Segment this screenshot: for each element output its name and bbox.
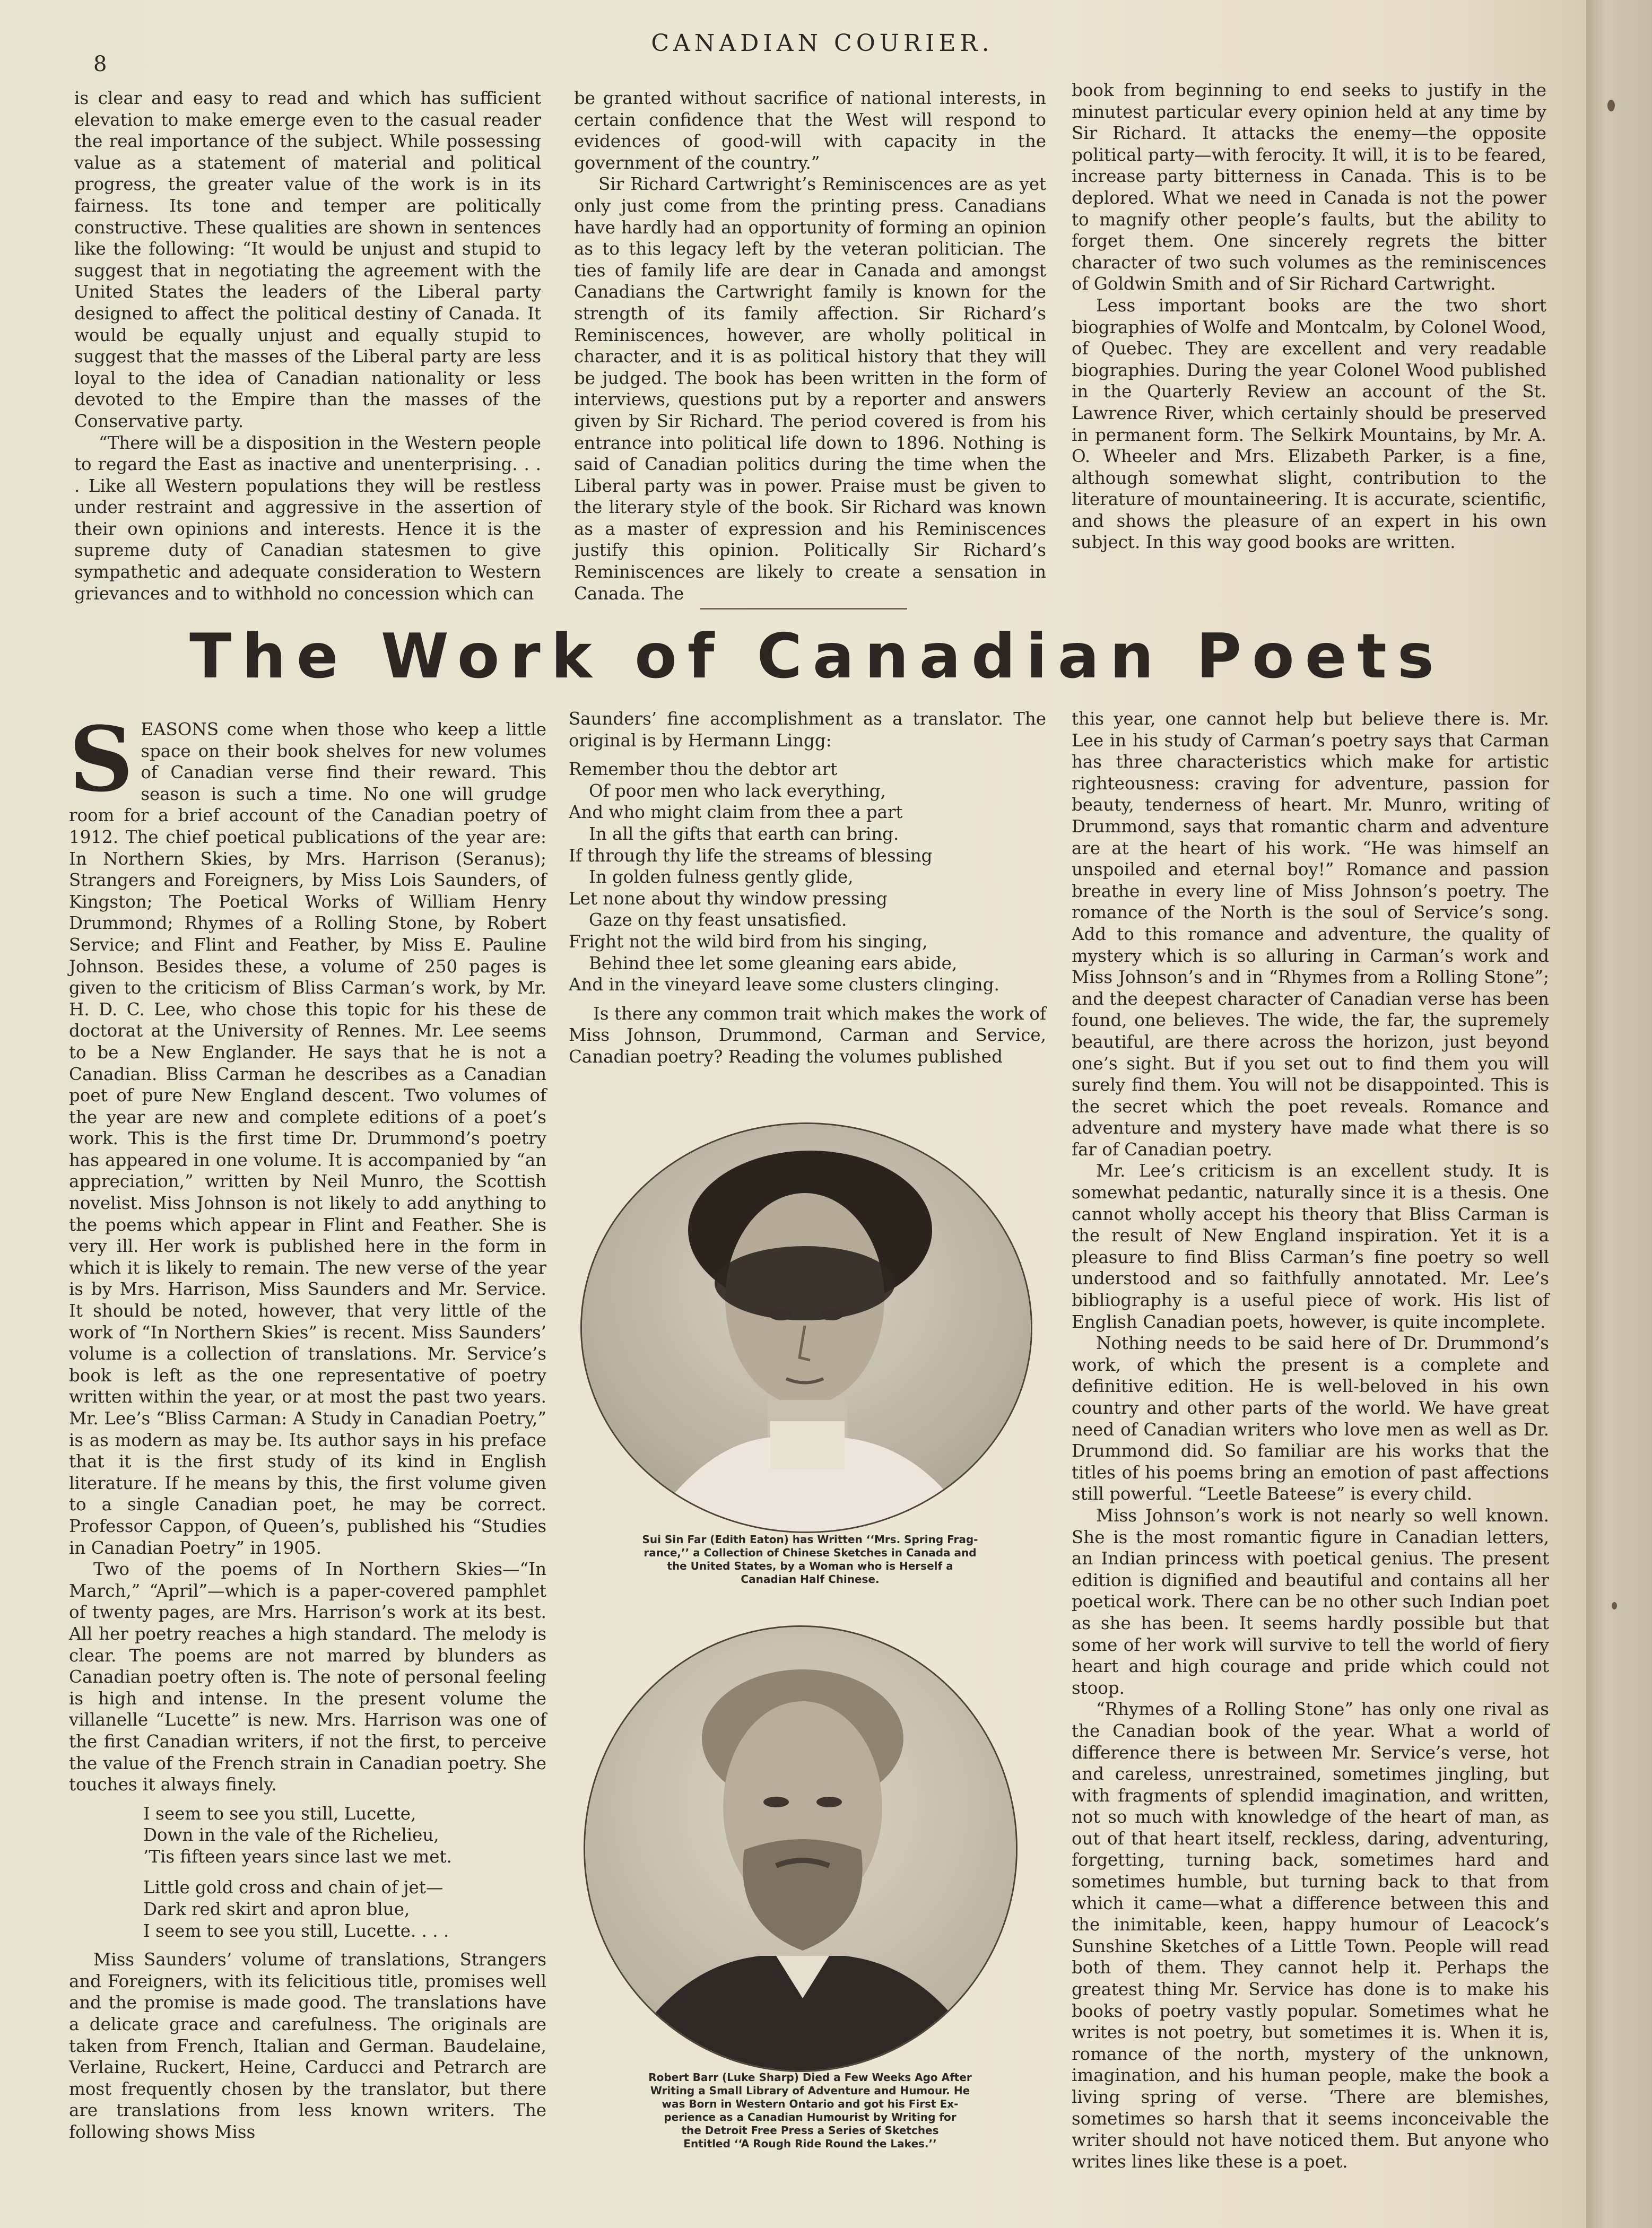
paragraph: Is there any common trait which makes the work of Miss Johnson, Drummond, Carman and Service, Canadian poetry? Reading the volumes published <box>569 1003 1046 1067</box>
section-divider <box>700 608 907 610</box>
paragraph: this year, one cannot help but believe there is. Mr. Lee in his study of Carman’s poetry says that Carman has three characteristics which make for artistic righteousness: craving for adventure, passion for beauty, tenderness of heart. Mr. Munro, writing of Drummond, says that romantic charm and adventure are at the heart of his work. “He was himself an unspoiled and eternal boy!” Romance and passion breathe in every line of Miss Johnson’s poetry. The romance of the North is the soul of Service’s song. Add to this romance and adventure, the quality of mystery which is so alluring in Carman’s work and Miss Johnson’s and in “Rhymes from a Rolling Stone”; and the deepest character of Canadian verse has been found, one believes. The wide, the far, the supremely beautiful, are there across the horizon, just beyond one’s sight. But if you set out to find them you will surely find them. You will not be disappointed. This is the secret which the poet reveals. Romance and adventure and mystery have made what there is so far of Canadian poetry. <box>1072 709 1549 1160</box>
poem-line: Down in the vale of the Richelieu, <box>143 1825 439 1846</box>
poem-line: Behind thee let some gleaning ears abide, <box>589 953 958 973</box>
paragraph: Two of the poems of In Northern Skies—“In March,” “April”—which is a paper-covered pamphlet of twenty pages, are Mrs. Harrison’s work at its best. All her poetry reaches a high standard. The melody is clear. The poems are not marred by blunders as Canadian poetry often is. The note of personal feeling is high and intense. In the present volume the villanelle “Lucette” is new. Mrs. Harrison was one of the first Canadian writers, if not the first, to perceive the value of the French strain in Canadian poetry. She touches it always finely. <box>69 1559 546 1795</box>
caption-line: was Born in Western Ontario and got his First Ex- <box>662 2098 959 2110</box>
opening-paragraph <box>69 707 546 1559</box>
portrait-caption-2 <box>574 2071 1046 2151</box>
portrait-photo-sui-sin-far <box>580 1122 1032 1533</box>
top-column-3 <box>1072 80 1546 553</box>
paragraph: “Rhymes of a Rolling Stone” has only one rival as the Canadian book of the year. What a world of difference there is between Mr. Service’s verse, hot and careless, unrestrained, sometimes jingling, but with fragments of splendid imagination, and written, not so much with knowledge of the heart of man, as out of that heart itself, reckless, daring, adventuring, forgetting, turning back, sometimes hard and sometimes humble, but turning back to that from which it came—what a difference between this and the inimitable, keen, happy humour of Leacock’s Sunshine Sketches of a Little Town. People will read both of them. They cannot help it. Perhaps the greatest thing Mr. Service has done is to make his books of poetry vastly popular. Sometimes what he writes is not poetry, but sometimes it is. When it is, romance of the north, mystery of the unknown, imagination, and his human people, make the book a living spring of verse. ‘There are blemishes, sometimes so harsh that it seems inconceivable the writer should not have noticed them. But anyone who writes lines like these is a poet. <box>1072 1699 1549 2172</box>
running-header: CANADIAN COURIER. <box>651 30 994 57</box>
poem-line: In all the gifts that earth can bring. <box>589 823 899 844</box>
article-column-1 <box>69 707 546 2143</box>
caption-line: Writing a Small Library of Adventure and Humour. He <box>650 2084 970 2097</box>
portrait-photo-robert-barr <box>584 1625 1018 2072</box>
caption-line: rance,’’ a Collection of Chinese Sketches in Canada and <box>644 1546 977 1559</box>
poem-line: Gaze on thy feast unsatisfied. <box>589 910 847 930</box>
paragraph: Miss Saunders’ volume of translations, Strangers and Foreigners, with its felicitious title, promises well and the promise is made good. The translations have a delicate grace and carefulness. The originals are taken from French, Italian and German. Baudelaine, Verlaine, Ruckert, Heine, Carducci and Petrarch are most frequently chosen by the translator, but there are translations from less known writers. The following shows Miss <box>69 1949 546 2142</box>
poem-line: Let none about thy window pressing <box>569 888 888 909</box>
poem-line: ’Tis fifteen years since last we met. <box>143 1846 452 1867</box>
top-column-1 <box>74 88 541 604</box>
article-column-2 <box>569 708 1046 1068</box>
caption-line: Canadian Half Chinese. <box>741 1573 880 1586</box>
top-column-2 <box>574 88 1046 604</box>
paragraph: book from beginning to end seeks to justify in the minutest particular every opinion held at any time by Sir Richard. It attacks the enemy—the opposite political party—with ferocity. It will, it is to be feared, increase party bitterness in Canada. This is to be deplored. What we need in Canada is not the power to magnify other people’s faults, but the ability to forget them. One sincerely regrets the bitter character of two such volumes as the reminiscences of Goldwin Smith and of Sir Richard Cartwright. <box>1072 80 1546 294</box>
paragraph: be granted without sacrifice of national interests, in certain confidence that the West will respond to evidences of good-will with capacity in the government of the country.” <box>574 88 1046 173</box>
poem-line: And in the vineyard leave some clusters clinging. <box>569 974 999 995</box>
paragraph: Less important books are the two short biographies of Wolfe and Montcalm, by Colonel Wood, of Quebec. They are excellent and very readable biographies. During the year Colonel Wood published in the Quarterly Review an account of the St. Lawrence River, which certainly should be preserved in permanent form. The Selkirk Mountains, by Mr. A. O. Wheeler and Mrs. Elizabeth Parker, is a fine, although somewhat slight, contribution to the literature of mountaineering. It is accurate, scientific, and shows the pleasure of an expert in his own subject. In this way good books are written. <box>1072 295 1546 553</box>
page-edge <box>1586 0 1652 2228</box>
poem-line: Of poor men who lack everything, <box>589 780 886 801</box>
portrait-caption-1 <box>574 1533 1046 1586</box>
poem-lucette <box>143 1803 546 1942</box>
article-title: The Work of Canadian Poets <box>189 621 1445 692</box>
paragraph: Saunders’ fine accomplishment as a translator. The original is by Hermann Lingg: <box>569 709 1046 751</box>
paragraph: is clear and easy to read and which has sufficient elevation to make emerge even to the casual reader the real importance of the subject. While possessing value as a statement of material and political progress, the greater value of the work is in its fairness. Its tone and temper are politically constructive. These qualities are shown in sentences like the following: “It would be unjust and stupid to suggest that in negotiating the agreement with the United States the leaders of the Liberal party designed to affect the political destiny of Canada. It would be equally unjust and equally stupid to suggest that the masses of the Liberal party are less loyal to the idea of Canadian nationality or less devoted to the Empire than the masses of the Conservative party. <box>74 88 541 431</box>
poem-line: I seem to see you still, Lucette. . . . <box>143 1920 449 1941</box>
caption-line: perience as a Canadian Humourist by Writing for <box>664 2111 957 2123</box>
poem-line: Fright not the wild bird from his singing, <box>569 931 928 952</box>
article-column-3 <box>1072 708 1549 2172</box>
paragraph: Miss Johnson’s work is not nearly so well known. She is the most romantic figure in Canadian letters, an Indian princess with poetical genius. The present edition is dignified and beautiful and contains all her poetical work. There can be no other such Indian poet as she has been. It seems hardly possible but that some of her work will survive to tell the world of fiery heart and high courage and pride which could not stoop. <box>1072 1505 1549 1698</box>
paragraph: Sir Richard Cartwright’s Reminiscences are as yet only just come from the printing press. Canadians have hardly had an opportunity of forming an opinion as to this legacy left by the veteran politician. The ties of family life are dear in Canada and amongst Canadians the Cartwright family is known for the strength of its family affection. Sir Richard’s Reminiscences, however, are wholly political in character, and it is as political history that they will be judged. The book has been written in the form of interviews, questions put by a reporter and answers given by Sir Richard. The period covered is from his entrance into political life down to 1896. Nothing is said of Canadian politics during the time when the Liberal party was in power. Praise must be given to the literary style of the book. Sir Richard was known as a master of expression and his Reminiscences justify this opinion. Politically Sir Richard’s Reminiscences are likely to create a sensation in Canada. The <box>574 174 1046 604</box>
poem-lingg <box>569 759 1046 996</box>
paragraph: Mr. Lee’s criticism is an excellent study. It is somewhat pedantic, naturally since it is a thesis. One cannot wholly accept his theory that Bliss Carman is the result of New England inspiration. Yet it is a pleasure to find Bliss Carman’s fine poetry so well understood and so faithfully annotated. Mr. Lee’s bibliography is a useful piece of work. His list of English Canadian poets, however, is quite incomplete. <box>1072 1161 1549 1332</box>
paragraph: Nothing needs to be said here of Dr. Drummond’s work, of which the present is a complete and definitive edition. He is well-beloved in his own country and other parts of the world. We have great need of Canadian writers who love men as well as Dr. Drummond did. So familiar are his works that the titles of his poems bring an emotion of past affections still powerful. “Leetle Bateese” is every child. <box>1072 1333 1549 1504</box>
caption-line: Entitled ‘‘A Rough Ride Round the Lakes.’’ <box>683 2137 937 2150</box>
caption-line: Robert Barr (Luke Sharp) Died a Few Weeks Ago After <box>648 2071 972 2084</box>
poem-line: Dark red skirt and apron blue, <box>143 1899 410 1920</box>
drop-cap: S <box>69 707 134 812</box>
poem-line: In golden fulness gently glide, <box>589 867 854 887</box>
caption-line: the Detroit Free Press a Series of Sketches <box>681 2124 939 2137</box>
opening-text: EASONS come when those who keep a little space on their book shelves for new volumes of Canadian verse find their reward. This season is such a time. No one will grudge room for a brief account of the Canadian poetry of 1912. The chief poetical publications of the year are: In Northern Skies, by Mrs. Harrison (Seranus); Strangers and Foreigners, by Miss Lois Saunders, of Kingston; The Poetical Works of William Henry Drummond; Rhymes of a Rolling Stone, by Robert Service; and Flint and Feather, by Miss E. Pauline Johnson. Besides these, a volume of 250 pages is given to the criticism of Bliss Carman’s work, by Mr. H. D. C. Lee, who chose this topic for his these de doctorat at the University of Rennes. Mr. Lee seems to be a New Englander. He says that he is not a Canadian. Bliss Carman he describes as a Canadian poet of pure New England descent. Two volumes of the year are new and complete editions of a poet’s work. This is the first time Dr. Drummond’s poetry has appeared in one volume. It is accompanied by “an appreciation,” written by Neil Munro, the Scottish novelist. Miss Johnson is not likely to add anything to the poems which appear in Flint and Feather. She is very ill. Her work is published here in the form in which it is likely to remain. The new verse of the year is by Mrs. Harrison, Miss Saunders and Mr. Service. It should be noted, however, that very little of the work of “In Northern Skies” is recent. Miss Saunders’ volume is a collection of translations. Mr. Service’s book is left as the one representative of poetry written within the year, or at most the past two years. Mr. Lee’s “Bliss Carman: A Study in Canadian Poetry,” is as modern as may be. Its author says in his preface that it is the first study of its kind in English literature. If he means by this, the first volume given to a single Canadian poet, he may be correct. Professor Cappon, of Queen’s, published his “Studies in Canadian Poetry” in 1905. <box>69 719 546 1558</box>
caption-line: the United States, by a Woman who is Herself a <box>667 1560 953 1572</box>
page-number: 8 <box>93 52 107 76</box>
poem-line: If through thy life the streams of blessing <box>569 845 933 866</box>
caption-line: Sui Sin Far (Edith Eaton) has Written ‘‘Mrs. Spring Frag- <box>642 1533 978 1546</box>
paragraph: “There will be a disposition in the Western people to regard the East as inactive and unenterprising. . . . Like all Western populations they will be restless under restraint and aggressive in the assertion of their own opinions and interests. Hence it is the supreme duty of Canadian statesmen to give sympathetic and adequate consideration to Western grievances and to withhold no concession which can <box>74 432 541 604</box>
poem-line: Remember thou the debtor art <box>569 759 838 780</box>
poem-line: And who might claim from thee a part <box>569 802 903 823</box>
poem-line: Little gold cross and chain of jet— <box>143 1877 444 1898</box>
poem-line: I seem to see you still, Lucette, <box>143 1803 416 1824</box>
